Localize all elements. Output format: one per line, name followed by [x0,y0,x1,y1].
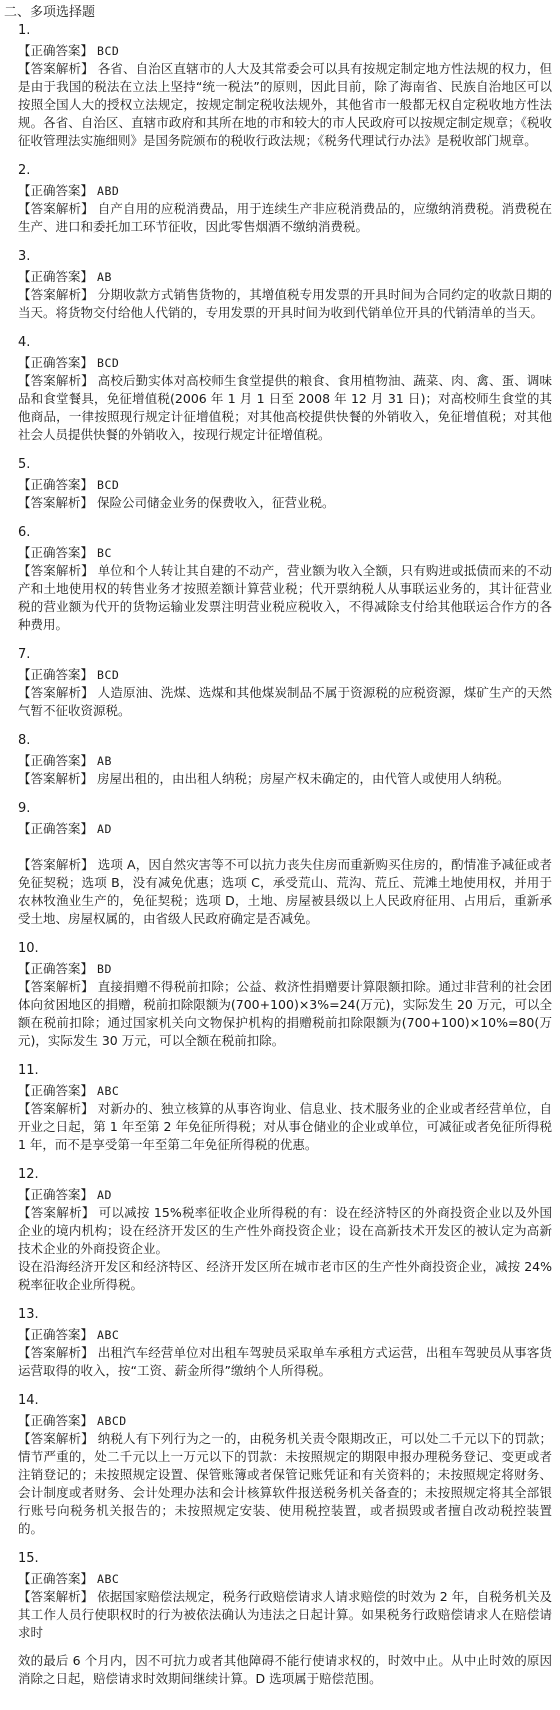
correct-answer: ABCD [97,1414,127,1428]
analysis-text: 分期收款方式销售货物的，其增值税专用发票的开具时间为合同约定的收款日期的当天。将货物交付给他人代销的，专用发票的开具时间为收到代销单位开具的代销清单的当天。 [18,287,552,320]
correct-answer: ABD [97,184,120,198]
analysis-text: 高校后勤实体对高校师生食堂提供的粮食、食用植物油、蔬菜、肉、禽、蛋、调味品和食堂餐具，免征增值税(2006 年 1 月 1 日至 2008 年 12 月 31 日)；对高校师生食堂的其他商品，一律按照现行规定计征增值税；对其他高校提供快餐的外销收入，免征增值税；对其他社会人员提供快餐的外销收入，按现行规定计征增值税。 [18,373,552,442]
analysis-line [18,978,552,1050]
answer-label: 【正确答案】 [18,477,94,492]
question-item [18,1166,552,1294]
analysis-label: 【答案解析】 [18,979,94,994]
answer-line [18,1082,552,1100]
correct-answer: BCD [97,356,120,370]
answer-line [18,960,552,978]
question-item [18,456,552,512]
analysis-text: 保险公司储金业务的保费收入，征营业税。 [97,495,335,510]
analysis-label: 【答案解析】 [18,857,94,872]
analysis-line [18,1430,552,1538]
question-item [18,800,552,928]
analysis-text: 出租汽车经营单位对出租车驾驶员采取单车承租方式运营，出租车驾驶员从事客货运营取得的收入，按“工资、薪金所得”缴纳个人所得税。 [18,1345,552,1378]
correct-answer: AB [97,754,112,768]
analysis-text: 直接捐赠不得税前扣除；公益、救济性捐赠要计算限额扣除。通过非营利的社会团体向贫困地区的捐赠，税前扣除限额为(700+100)×3%=24(万元)，实际发生 20 万元，可以全额在税前扣除；通过国家机关向文物保护机构的捐赠税前扣除限额为(700+100)×10%=80(万元)，实际发生 30 万元，可以全额在税前扣除。 [18,979,552,1048]
analysis-text: 人造原油、洗煤、选煤和其他煤炭制品不属于资源税的应税资源，煤矿生产的天然气暂不征收资源税。 [18,685,552,718]
answer-label: 【正确答案】 [18,667,94,682]
analysis-label: 【答案解析】 [18,495,94,510]
analysis-label: 【答案解析】 [18,1431,94,1446]
answer-line [18,1570,552,1588]
analysis-label: 【答案解析】 [18,1205,95,1220]
analysis-line [18,1100,552,1154]
correct-answer: ABC [97,1084,120,1098]
answer-label: 【正确答案】 [18,43,94,58]
analysis-label: 【答案解析】 [18,771,94,786]
analysis-label: 【答案解析】 [18,201,94,216]
analysis-line [18,286,552,322]
blank-gap [18,1642,552,1652]
answer-line [18,544,552,562]
question-item [18,162,552,236]
analysis-text: 对新办的、独立核算的从事咨询业、信息业、技术服务业的企业或者经营单位，自开业之日起，第 1 年至第 2 年免征所得税；对从事仓储业的企业或单位，可减征或者免征所得税 1 年，而不是享受第一年至第二年免征所得税的优惠。 [18,1101,552,1152]
analysis-line [18,562,552,634]
section-title: 二、多项选择题 [4,5,96,20]
correct-answer: ABC [97,1572,120,1586]
correct-answer: AD [97,1188,112,1202]
correct-answer: BD [97,962,112,976]
answer-line [18,42,552,60]
answer-label: 【正确答案】 [18,1327,94,1342]
question-item [18,1306,552,1380]
analysis-text: 单位和个人转让其自建的不动产，营业额为收入全额，只有购进或抵债而来的不动产和土地使用权的转售业务才按照差额计算营业税；代开票纳税人从事联运业务的，其计征营业税的营业额为代开的货物运输业发票注明营业税应税收入，不得减除支付给其他联运合作方的各种费用。 [18,563,552,632]
analysis-text: 自产自用的应税消费品，用于连续生产非应税消费品的，应缴纳消费税。消费税在生产、进口和委托加工环节征收，因此零售烟酒不缴纳消费税。 [18,201,552,234]
analysis-text: 可以减按 15%税率征收企业所得税的有：设在经济特区的外商投资企业以及外国企业的境内机构；设在经济开发区的生产性外商投资企业；设在高新技术开发区的被认定为高新技术企业的外商投资企业。 [18,1205,552,1256]
correct-answer: AB [97,270,112,284]
analysis-continuation: 效的最后 6 个月内，因不可抗力或者其他障碍不能行使请求权的，时效中止。从中止时效的原因消除之日起，赔偿请求时效期间继续计算。D 选项属于赔偿范围。 [18,1653,552,1686]
analysis-line [18,1588,552,1642]
analysis-line [18,770,552,788]
question-number: 8. [18,733,31,748]
analysis-text: 选项 A，因自然灾害等不可以抗力丧失住房而重新购买住房的，酌情准予减征或者免征契税；选项 B，没有减免优惠；选项 C，承受荒山、荒沟、荒丘、荒滩土地使用权，并用于农林牧渔业生产的，免征契税；选项 D，土地、房屋被县级以上人民政府征用、占用后，重新承受土地、房屋权属的，由省级人民政府确定是否减免。 [18,857,552,926]
analysis-text: 房屋出租的，由出租人纳税；房屋产权未确定的，由代管人或使用人纳税。 [97,771,510,786]
answer-line [18,476,552,494]
answer-line [18,666,552,684]
question-number: 14. [18,1393,39,1408]
analysis-line [18,372,552,444]
analysis-text: 纳税人有下列行为之一的，由税务机关责令限期改正，可以处二千元以下的罚款；情节严重的，处二千元以上一万元以下的罚款：未按照规定的期限申报办理税务登记、变更或者注销登记的；未按照规定设置、保管账簿或者保管记账凭证和有关资料的；未按照规定将财务、会计制度或者财务、会计处理办法和会计核算软件报送税务机关备查的；未按照规定将其全部银行账号向税务机关报告的；未按照规定安装、使用税控装置，或者损毁或者擅自改动税控装置的。 [18,1431,552,1536]
analysis-label: 【答案解析】 [18,563,94,578]
answer-line [18,820,552,838]
correct-answer: AD [97,822,112,836]
answer-line [18,1326,552,1344]
question-number: 1. [18,23,31,38]
question-number: 4. [18,335,31,350]
question-item [18,22,552,150]
analysis-label: 【答案解析】 [18,1345,94,1360]
answer-label: 【正确答案】 [18,753,94,768]
answer-label: 【正确答案】 [18,269,94,284]
analysis-label: 【答案解析】 [18,373,94,388]
correct-answer: BCD [97,478,120,492]
answer-label: 【正确答案】 [18,355,94,370]
analysis-line [18,684,552,720]
analysis-label: 【答案解析】 [18,685,94,700]
question-list [18,22,552,1688]
answer-label: 【正确答案】 [18,1571,94,1586]
question-item [18,732,552,788]
analysis-label: 【答案解析】 [18,287,94,302]
question-number: 15. [18,1551,39,1566]
answer-label: 【正确答案】 [18,1083,94,1098]
question-number: 3. [18,249,31,264]
question-number: 13. [18,1307,39,1322]
answer-label: 【正确答案】 [18,545,94,560]
answer-label: 【正确答案】 [18,1187,94,1202]
analysis-label: 【答案解析】 [18,1589,94,1604]
question-item [18,524,552,634]
analysis-line [18,200,552,236]
analysis-label: 【答案解析】 [18,61,94,76]
question-number: 5. [18,457,31,472]
analysis-line [18,1204,552,1258]
answer-line [18,1412,552,1430]
question-item [18,1550,552,1688]
question-item [18,334,552,444]
analysis-text: 各省、自治区直辖市的人大及其常委会可以具有按规定制定地方性法规的权力，但是由于我国的税法在立法上坚持“统一税法”的原则，因此目前，除了海南省、民族自治地区可以按照全国人大的授权立法规定，按规定制定税收法规外，其他省市一般都无权自定税收地方性法规。各省、自治区、直辖市政府和其所在地的市和较大的市人民政府可以按规定制定规章；《税收征收管理法实施细则》是国务院颁布的税收行政法规；《税务代理试行办法》是税收部门规章。 [18,61,552,148]
answer-line [18,354,552,372]
analysis-continuation: 设在沿海经济开发区和经济特区、经济开发区所在城市老市区的生产性外商投资企业，减按 24%税率征收企业所得税。 [18,1259,552,1292]
correct-answer: BCD [97,668,120,682]
analysis-line [18,494,552,512]
question-item [18,940,552,1050]
question-number: 6. [18,525,31,540]
answer-line [18,752,552,770]
question-number: 9. [18,801,31,816]
question-item [18,1392,552,1538]
answer-label: 【正确答案】 [18,183,94,198]
analysis-line [18,856,552,928]
answer-line [18,182,552,200]
analysis-label: 【答案解析】 [18,1101,94,1116]
question-item [18,248,552,322]
analysis-line [18,60,552,150]
correct-answer: ABC [97,1328,120,1342]
question-item [18,646,552,720]
question-item [18,1062,552,1154]
correct-answer: BCD [97,44,120,58]
answer-label: 【正确答案】 [18,961,94,976]
question-number: 7. [18,647,31,662]
analysis-text: 依据国家赔偿法规定，税务行政赔偿请求人请求赔偿的时效为 2 年，自税务机关及其工作人员行使职权时的行为被依法确认为违法之日起计算。如果税务行政赔偿请求人在赔偿请求时 [18,1589,552,1640]
question-number: 10. [18,941,39,956]
answer-label: 【正确答案】 [18,821,94,836]
blank-gap [18,838,552,856]
correct-answer: BC [97,546,112,560]
analysis-line [18,1344,552,1380]
answer-label: 【正确答案】 [18,1413,94,1428]
answer-line [18,1186,552,1204]
question-number: 11. [18,1063,39,1078]
question-number: 2. [18,163,31,178]
answer-line [18,268,552,286]
question-number: 12. [18,1167,39,1182]
